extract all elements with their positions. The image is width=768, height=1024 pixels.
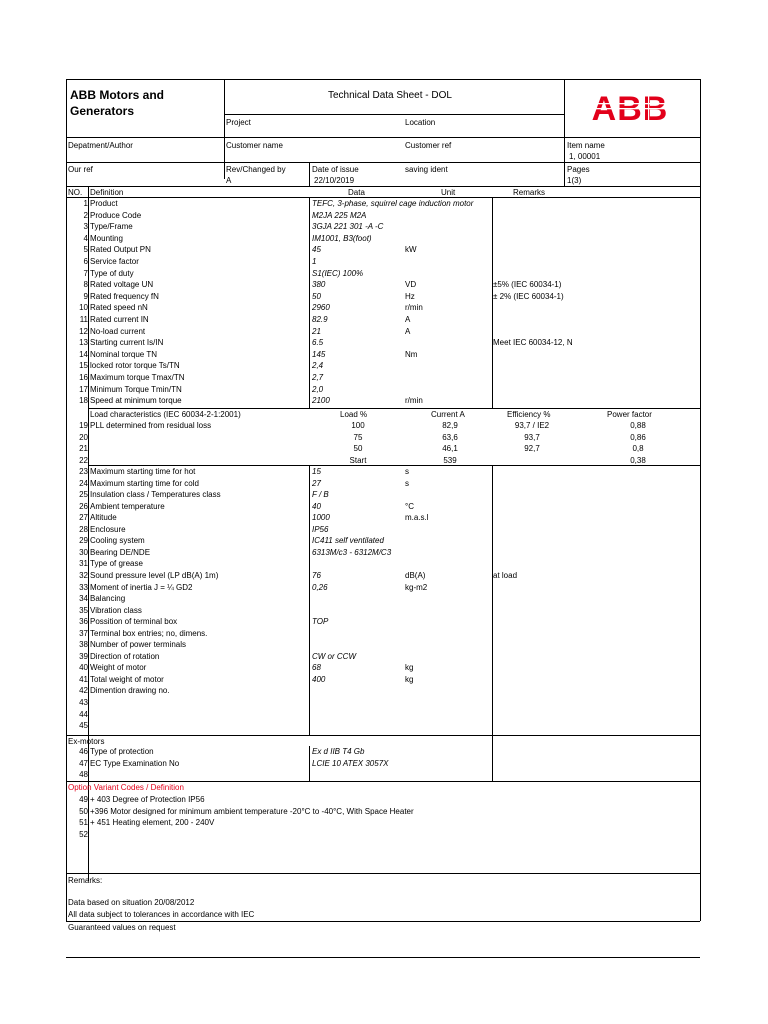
row-number: 39	[79, 651, 88, 661]
row-data: 2100	[312, 396, 330, 406]
row-data: 400	[312, 674, 326, 684]
row-definition: No-load current	[90, 326, 146, 336]
our-ref-label: Our ref	[68, 165, 93, 174]
load-row-load: 75	[353, 432, 363, 442]
row-number: 41	[79, 674, 88, 684]
row-definition: Dimention drawing no.	[90, 686, 170, 696]
row-definition: Enclosure	[90, 524, 126, 534]
load-row-current: 46,1	[442, 444, 458, 453]
customer-name-label: Customer name	[226, 141, 283, 150]
load-title: Load characteristics (IEC 60034-2-1:2001)	[90, 410, 241, 419]
row-data: 380	[312, 280, 326, 290]
row-definition: Rated speed nN	[90, 303, 148, 313]
customer-ref-label: Customer ref	[405, 141, 452, 150]
row-definition: Rated voltage UN	[90, 280, 154, 290]
row-data: S1(IEC) 100%	[312, 268, 364, 278]
row-number: 35	[79, 605, 88, 615]
date-label: Date of issue	[312, 165, 359, 174]
row-unit: VD	[405, 280, 417, 290]
row-number: 26	[79, 501, 88, 511]
item-name-label: Item name	[567, 141, 605, 150]
row-definition: Possition of terminal box	[90, 617, 178, 627]
load-row-current: 63,6	[442, 432, 458, 442]
row-unit: m.a.s.l	[405, 513, 429, 523]
row-definition: Product	[90, 199, 118, 208]
row-data: CW or CCW	[312, 651, 356, 661]
row-unit: °C	[405, 501, 414, 511]
row-data: M2JA 225 M2A	[312, 210, 367, 220]
data-sheet	[66, 79, 700, 932]
remarks-line-1: Data based on situation 20/08/2012	[68, 898, 195, 907]
option-row-number: 52	[79, 829, 88, 839]
row-number: 24	[79, 478, 88, 488]
load-row-current: 539	[443, 455, 457, 465]
location-label: Location	[405, 118, 436, 127]
project-label: Project	[226, 118, 251, 127]
col-no: NO.	[68, 188, 83, 197]
row-definition: Type of grease	[90, 559, 143, 569]
load-row-power-factor: 0,86	[630, 432, 646, 442]
row-definition: Vibration class	[90, 605, 142, 615]
row-number: 34	[79, 594, 88, 604]
col-definition: Definition	[90, 188, 124, 197]
row-definition: Direction of rotation	[90, 651, 160, 661]
remarks-line-2: All data subject to tolerances in accordance with IEC	[68, 910, 255, 919]
row-data: TOP	[312, 617, 329, 627]
row-definition: Bearing DE/NDE	[90, 547, 151, 557]
row-number: 10	[79, 303, 88, 313]
row-number: 23	[79, 467, 88, 476]
row-definition: Rated frequency fN	[90, 291, 159, 301]
row-number: 38	[79, 640, 88, 650]
load-row-number: 19	[79, 421, 88, 430]
row-number: 31	[79, 559, 88, 569]
row-number: 30	[79, 547, 88, 557]
row-number: 28	[79, 524, 88, 534]
row-data: 1	[312, 257, 317, 266]
load-row-efficiency: 93,7 / IE2	[514, 421, 550, 430]
load-col-eff: Efficiency %	[507, 410, 551, 419]
row-number: 17	[79, 384, 88, 394]
row-number: 29	[79, 536, 88, 546]
row-definition: Rated current IN	[90, 315, 149, 324]
row-number: 43	[79, 698, 88, 707]
row-definition: Ambient temperature	[90, 501, 165, 511]
row-data: 40	[312, 501, 321, 511]
row-number: 45	[79, 721, 88, 731]
row-data: 6313M/c3 - 6312M/C3	[312, 547, 392, 557]
dept-label: Depatment/Author	[68, 141, 133, 150]
ex-row-data: Ex d IIB T4 Gb	[312, 747, 365, 756]
saving-label: saving ident	[405, 165, 448, 174]
load-row-load: 100	[351, 421, 365, 430]
row-number: 18	[79, 396, 88, 406]
row-definition: Maximum starting time for cold	[90, 478, 199, 488]
row-data: 2960	[312, 303, 330, 313]
row-data: 2,0	[312, 384, 324, 394]
row-number: 13	[79, 338, 88, 348]
load-row-efficiency: 92,7	[524, 444, 540, 453]
rev-label: Rev/Changed by	[226, 165, 286, 174]
row-definition: Moment of inertia J = ¼ GD2	[90, 582, 193, 592]
row-number: 42	[79, 686, 88, 696]
load-col-pf: Power factor	[607, 410, 652, 419]
row-number: 12	[79, 326, 88, 336]
row-unit: kg	[405, 674, 414, 684]
row-number: 16	[79, 373, 88, 382]
row-data: 21	[312, 326, 321, 336]
row-unit: A	[405, 326, 411, 336]
row-definition: Weight of motor	[90, 663, 147, 673]
row-unit: A	[405, 315, 411, 324]
row-definition: Total weight of motor	[90, 674, 164, 684]
row-data: 15	[312, 467, 321, 476]
row-number: 9	[83, 291, 88, 301]
col-data: Data	[348, 188, 365, 197]
load-row-number: 22	[79, 455, 88, 465]
load-row-power-factor: 0,8	[632, 444, 644, 453]
row-data: IM1001, B3(foot)	[312, 233, 372, 243]
load-row-number: 20	[79, 432, 88, 442]
ex-row-definition: Type of protection	[90, 747, 154, 756]
row-number: 33	[79, 582, 88, 592]
row-definition: locked rotor torque Ts/TN	[90, 361, 180, 371]
col-remarks: Remarks	[513, 188, 546, 197]
row-number: 32	[79, 570, 88, 580]
item-name-value: 1, 00001	[569, 152, 601, 161]
row-remarks: Meet IEC 60034-12, N	[493, 338, 573, 348]
row-definition: Insulation class / Temperatures class	[90, 490, 221, 500]
row-definition: Nominal torque TN	[90, 349, 157, 359]
ex-row-number: 46	[79, 747, 88, 756]
footer-rule	[66, 957, 700, 958]
row-remarks: ±5% (IEC 60034-1)	[493, 280, 562, 290]
pages-label: Pages	[567, 165, 590, 174]
row-data: 3GJA 221 301 -A -C	[312, 222, 384, 232]
option-row-text: +396 Motor designed for minimum ambient temperature -20°C to -40°C, With Space Heater	[90, 806, 414, 816]
row-definition: Altitude	[90, 513, 117, 523]
load-row-efficiency: 93,7	[524, 432, 540, 442]
row-number: 27	[79, 513, 88, 523]
row-number: 11	[79, 315, 88, 324]
ex-row-number: 47	[79, 758, 88, 768]
row-definition: Terminal box entries; no, dimens.	[90, 628, 208, 638]
row-definition: Cooling system	[90, 536, 145, 546]
row-definition: Number of power terminals	[90, 640, 187, 650]
row-unit: Nm	[405, 349, 418, 359]
row-definition: Type of duty	[90, 268, 134, 278]
row-data: 76	[312, 570, 321, 580]
ex-row-number: 48	[79, 770, 88, 780]
row-data: IP56	[312, 524, 329, 534]
option-row-number: 49	[79, 795, 88, 804]
doc-title: Technical Data Sheet - DOL	[328, 90, 452, 101]
load-row-power-factor: 0,38	[630, 455, 646, 465]
company-name: ABB Motors and Generators	[70, 88, 164, 118]
row-number: 5	[83, 245, 88, 255]
option-row-text: + 403 Degree of Protection IP56	[90, 795, 205, 804]
row-number: 3	[83, 222, 88, 232]
ex-row-definition: EC Type Examination No	[90, 758, 180, 768]
load-row-load: Start	[349, 455, 367, 465]
row-number: 2	[83, 210, 88, 220]
row-remarks: ± 2% (IEC 60034-1)	[493, 291, 564, 301]
option-row-number: 50	[79, 806, 88, 816]
remarks-label: Remarks:	[68, 876, 103, 885]
row-data: 68	[312, 663, 321, 673]
row-number: 8	[83, 280, 88, 290]
load-row-number: 21	[79, 444, 88, 453]
rev-value: A	[226, 176, 232, 185]
row-data: F / B	[312, 490, 329, 500]
row-definition: Mounting	[90, 233, 123, 243]
row-definition: Rated Output PN	[90, 245, 151, 255]
row-number: 36	[79, 617, 88, 627]
row-number: 44	[79, 709, 88, 719]
row-definition: Type/Frame	[90, 222, 133, 232]
row-definition: Balancing	[90, 594, 126, 604]
row-data: 50	[312, 291, 321, 301]
date-value: 22/10/2019	[314, 176, 355, 185]
row-data: 145	[312, 349, 326, 359]
row-definition: Maximum starting time for hot	[90, 467, 196, 476]
row-unit: kg	[405, 663, 414, 673]
row-data: TEFC, 3-phase, squirrel cage induction motor	[312, 199, 474, 208]
ex-row-data: LCIE 10 ATEX 3057X	[312, 758, 389, 768]
row-data: 6.5	[312, 338, 324, 348]
row-definition: Produce Code	[90, 210, 142, 220]
row-unit: r/min	[405, 396, 423, 406]
row-data: 2,7	[312, 373, 324, 382]
row-unit: dB(A)	[405, 570, 426, 580]
row-data: IC411 self ventilated	[312, 536, 384, 546]
row-definition: Service factor	[90, 257, 139, 266]
row-number: 4	[83, 233, 88, 243]
option-row-number: 51	[79, 818, 88, 828]
row-unit: r/min	[405, 303, 423, 313]
abb-logo	[582, 91, 678, 125]
row-data: 27	[312, 478, 321, 488]
row-unit: s	[405, 467, 409, 476]
row-data: 0,26	[312, 582, 328, 592]
pages-value: 1(3)	[567, 176, 582, 185]
option-row-text: + 451 Heating element, 200 - 240V	[90, 818, 215, 828]
row-definition: Starting current Is/IN	[90, 338, 164, 348]
remarks-line-3: Guaranteed values on request	[68, 923, 176, 932]
row-number: 37	[79, 628, 88, 638]
row-data: 2,4	[312, 361, 324, 371]
ex-title: Ex-motors	[68, 737, 105, 746]
load-row-current: 82,9	[442, 421, 458, 430]
row-definition: Sound pressure level (LP dB(A) 1m)	[90, 570, 219, 580]
load-col-load: Load %	[340, 410, 368, 419]
row-number: 14	[79, 349, 88, 359]
row-data: 82.9	[312, 315, 328, 324]
row-number: 6	[83, 257, 88, 266]
load-row-power-factor: 0,88	[630, 421, 646, 430]
row-unit: s	[405, 478, 409, 488]
row-definition: Minimum Torque Tmin/TN	[90, 384, 182, 394]
row-unit: Hz	[405, 291, 415, 301]
load-col-current: Current A	[431, 410, 465, 419]
row-definition: Speed at minimum torque	[90, 396, 182, 406]
load-row-load: 50	[353, 444, 363, 453]
row-data: 45	[312, 245, 321, 255]
row-number: 1	[83, 199, 88, 208]
options-title: Option Variant Codes / Definition	[68, 783, 184, 792]
row-unit: kg-m2	[405, 582, 428, 592]
col-unit: Unit	[441, 188, 456, 197]
row-number: 7	[83, 268, 88, 278]
row-number: 25	[79, 490, 88, 500]
row-remarks: at load	[493, 570, 518, 580]
row-number: 40	[79, 663, 88, 673]
row-number: 15	[79, 361, 88, 371]
row-definition: Maximum torque Tmax/TN	[90, 373, 185, 382]
row-unit: kW	[405, 245, 417, 255]
load-row-definition: PLL determined from residual loss	[90, 421, 212, 430]
row-data: 1000	[312, 513, 330, 523]
